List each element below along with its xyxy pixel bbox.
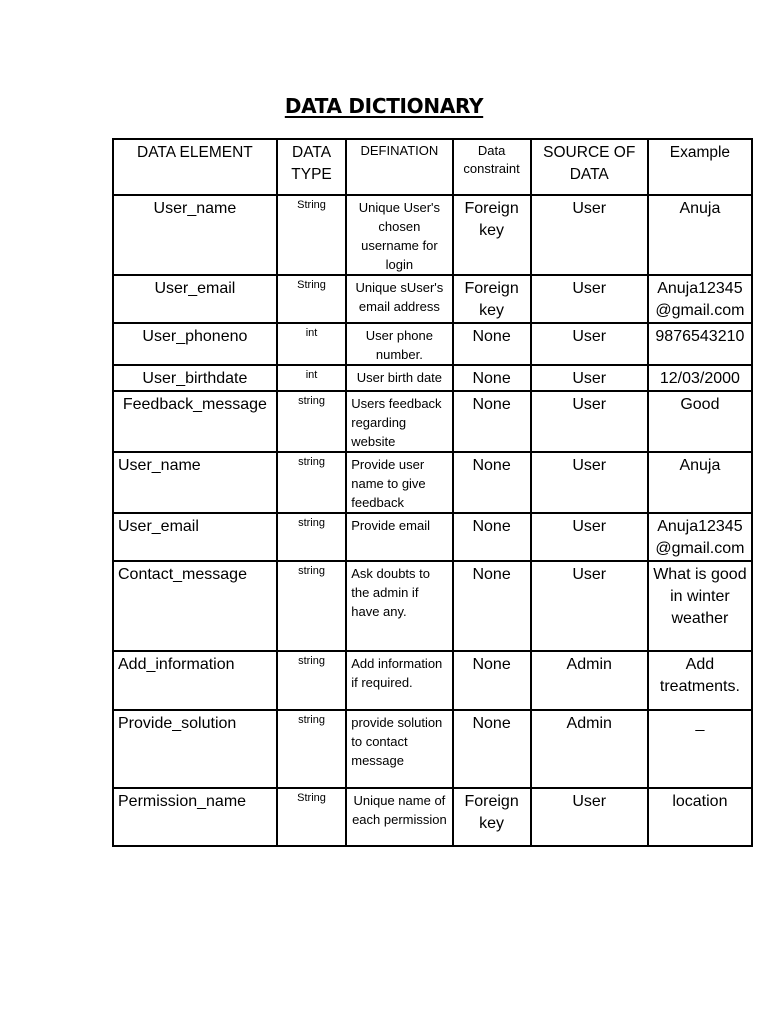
- cell-source: User: [531, 452, 648, 513]
- cell-source: Admin: [531, 710, 648, 788]
- cell-example: _: [648, 710, 752, 788]
- table-row: [113, 195, 752, 275]
- cell-example: Add treatments.: [648, 651, 752, 710]
- table-row: [113, 561, 752, 651]
- cell-example: location: [648, 788, 752, 846]
- cell-source: Admin: [531, 651, 648, 710]
- cell-example: Good: [648, 391, 752, 452]
- cell-source: User: [531, 788, 648, 846]
- cell-type: string: [277, 651, 346, 710]
- cell-type: string: [277, 391, 346, 452]
- cell-element: User_name: [113, 195, 277, 275]
- cell-element: User_name: [113, 452, 277, 513]
- cell-example: What is good in winter weather: [648, 561, 752, 651]
- cell-source: User: [531, 391, 648, 452]
- table-row: [113, 323, 752, 365]
- header-data-constraint: Data constraint: [453, 139, 531, 195]
- cell-element: User_birthdate: [113, 365, 277, 391]
- table-row: [113, 452, 752, 513]
- cell-element: Permission_name: [113, 788, 277, 846]
- table-row: [113, 710, 752, 788]
- cell-element: User_phoneno: [113, 323, 277, 365]
- cell-element: Provide_solution: [113, 710, 277, 788]
- cell-source: User: [531, 513, 648, 561]
- table-row: [113, 513, 752, 561]
- cell-element: User_email: [113, 275, 277, 323]
- cell-constraint: None: [453, 323, 531, 365]
- table-row: [113, 275, 752, 323]
- cell-constraint: Foreign key: [453, 275, 531, 323]
- cell-type: String: [277, 788, 346, 846]
- cell-definition: Unique User's chosen username for login: [346, 195, 452, 275]
- cell-definition: Provide user name to give feedback: [346, 452, 452, 513]
- cell-element: Add_information: [113, 651, 277, 710]
- table-row: [113, 391, 752, 452]
- cell-element: Feedback_message: [113, 391, 277, 452]
- cell-definition: provide solution to contact message: [346, 710, 452, 788]
- cell-definition: User birth date: [346, 365, 452, 391]
- table-row: [113, 788, 752, 846]
- cell-source: User: [531, 195, 648, 275]
- cell-type: string: [277, 561, 346, 651]
- cell-constraint: None: [453, 452, 531, 513]
- cell-constraint: None: [453, 651, 531, 710]
- cell-type: string: [277, 710, 346, 788]
- cell-constraint: Foreign key: [453, 788, 531, 846]
- data-dictionary-table: [112, 138, 753, 847]
- cell-source: User: [531, 365, 648, 391]
- cell-type: int: [277, 365, 346, 391]
- cell-element: User_email: [113, 513, 277, 561]
- cell-definition: Add information if required.: [346, 651, 452, 710]
- header-data-type: DATA TYPE: [277, 139, 346, 195]
- cell-type: string: [277, 452, 346, 513]
- header-definition: DEFINATION: [346, 139, 452, 195]
- cell-definition: Unique sUser's email address: [346, 275, 452, 323]
- cell-source: User: [531, 561, 648, 651]
- cell-example: Anuja: [648, 452, 752, 513]
- header-source-of-data: SOURCE OF DATA: [531, 139, 648, 195]
- header-data-element: DATA ELEMENT: [113, 139, 277, 195]
- table-row: [113, 365, 752, 391]
- cell-element: Contact_message: [113, 561, 277, 651]
- cell-definition: Provide email: [346, 513, 452, 561]
- cell-example: Anuja12345 @gmail.com: [648, 513, 752, 561]
- cell-definition: Users feedback regarding website: [346, 391, 452, 452]
- cell-constraint: None: [453, 391, 531, 452]
- cell-example: 12/03/2000: [648, 365, 752, 391]
- cell-source: User: [531, 323, 648, 365]
- cell-constraint: None: [453, 513, 531, 561]
- cell-example: 9876543210: [648, 323, 752, 365]
- cell-example: Anuja12345 @gmail.com: [648, 275, 752, 323]
- cell-constraint: None: [453, 561, 531, 651]
- cell-definition: Ask doubts to the admin if have any.: [346, 561, 452, 651]
- cell-type: String: [277, 275, 346, 323]
- cell-constraint: None: [453, 710, 531, 788]
- page-title: DATA DICTIONARY: [284, 94, 484, 118]
- cell-constraint: None: [453, 365, 531, 391]
- header-example: Example: [648, 139, 752, 195]
- cell-example: Anuja: [648, 195, 752, 275]
- cell-type: String: [277, 195, 346, 275]
- header-row: [113, 139, 752, 195]
- cell-type: int: [277, 323, 346, 365]
- cell-constraint: Foreign key: [453, 195, 531, 275]
- cell-source: User: [531, 275, 648, 323]
- table-row: [113, 651, 752, 710]
- cell-type: string: [277, 513, 346, 561]
- cell-definition: User phone number.: [346, 323, 452, 365]
- cell-definition: Unique name of each permission: [346, 788, 452, 846]
